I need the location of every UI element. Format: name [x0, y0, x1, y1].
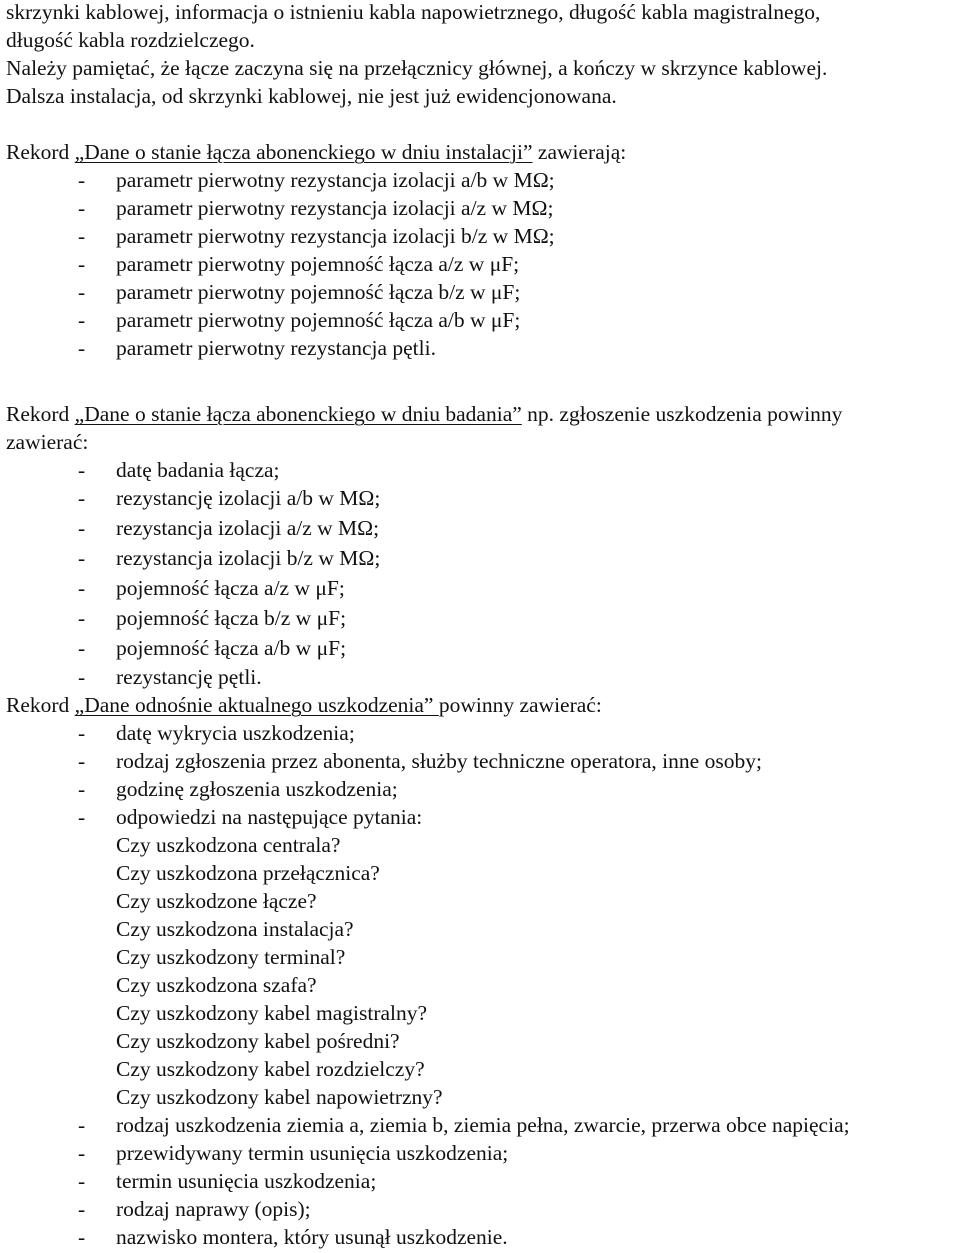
intro-line: Należy pamiętać, że łącze zaczyna się na przełącznicy głównej, a kończy w skrzynce kablowej.	[6, 56, 828, 80]
record-suffix: np. zgłoszenie uszkodzenia powinny	[521, 402, 843, 426]
document-page: skrzynki kablowej, informacja o istnieniu kabla napowietrznego, długość kabla magistralnego, długość kabla rozdzielczego. Należy pamiętać, że łącze zaczyna się na przełącznicy głównej, a kończy w skrzynce kablowej. Dalsza instalacja, od skrzynki kablowej, nie jest już ewidencjonowana. Rekord „Dane o stanie łącza abonenckiego w dniu instalacji” zawierają: - parametr pierwotny rezystancja izolacji a/b w MΩ; - parametr pierwotny rezystancja izolacji a/z w MΩ; - parametr pierwotny rezystancja izolacji b/z w MΩ; - parametr pierwotny pojemność łącza a/z w μF; - parametr pierwotny pojemność łącza b/z w μF; - parametr pierwotny pojemność łącza a/b w μF; - parametr pierwotny rezystancja pętli. Rekord „Dane o stanie łącza abonenckiego w dniu badania” np. zgłoszenie uszkodzenia powinny zawierać: - datę badania łącza; - rezystancję izolacji a/b w MΩ; - rezystancja izolacji a/z w MΩ; - rezystancja izolacji b/z w MΩ; - pojemność łącza a/z w μF; - pojemność łącza b/z w μF; - pojemność łącza a/b w μF; - rezystancję pętli. Rekord „Dane odnośnie aktualnego uszkodzenia” powinny zawierać: - datę wykrycia uszkodzenia; - rodzaj zgłoszenia przez abonenta, służby techniczne operatora, inne osoby; - godzinę zgłoszenia uszkodzenia; - odpowiedzi na następujące pytania: Czy uszkodzona centrala? Czy uszkodzona przełącznica? Czy uszkodzone łącze? Czy uszkodzona instalacja? Czy uszkodzony terminal? Czy uszkodzona szafa? Czy uszkodzony kabel magistralny? Czy uszkodzony kabel pośredni? Czy uszkodzony kabel rozdzielczy? Czy uszkodzony kabel napowietrzny? - rodzaj uszkodzenia ziemia a, ziemia b, ziemia pełna, zwarcie, przerwa obce napięcia; - przewidywany termin usunięcia uszkodzenia; - termin usunięcia uszkodzenia; - rodzaj naprawy (opis); - nazwisko montera, który usunął uszkodzenie.	[6, 0, 850, 1249]
intro-line: Dalsza instalacja, od skrzynki kablowej, nie jest już ewidencjonowana.	[6, 84, 617, 108]
record-prefix: Rekord	[6, 402, 75, 426]
section2-heading	[6, 400, 842, 428]
record-title: „Dane o stanie łącza abonenckiego w dniu instalacji”	[74, 140, 533, 164]
record-suffix: powinny zawierać:	[438, 693, 602, 717]
section2-continuation: zawierać:	[6, 430, 89, 454]
record-suffix: zawierają:	[532, 140, 627, 164]
intro-line: skrzynki kablowej, informacja o istnieniu kabla napowietrznego, długość kabla magistralnego,	[6, 0, 821, 24]
record-prefix: Rekord	[6, 693, 75, 717]
intro-line: długość kabla rozdzielczego.	[6, 28, 255, 52]
record-prefix: Rekord	[6, 140, 75, 164]
record-title: „Dane odnośnie aktualnego uszkodzenia”	[74, 693, 439, 717]
section1-heading	[6, 138, 626, 166]
record-title: „Dane o stanie łącza abonenckiego w dniu badania”	[74, 402, 522, 426]
section3-heading	[6, 691, 602, 719]
